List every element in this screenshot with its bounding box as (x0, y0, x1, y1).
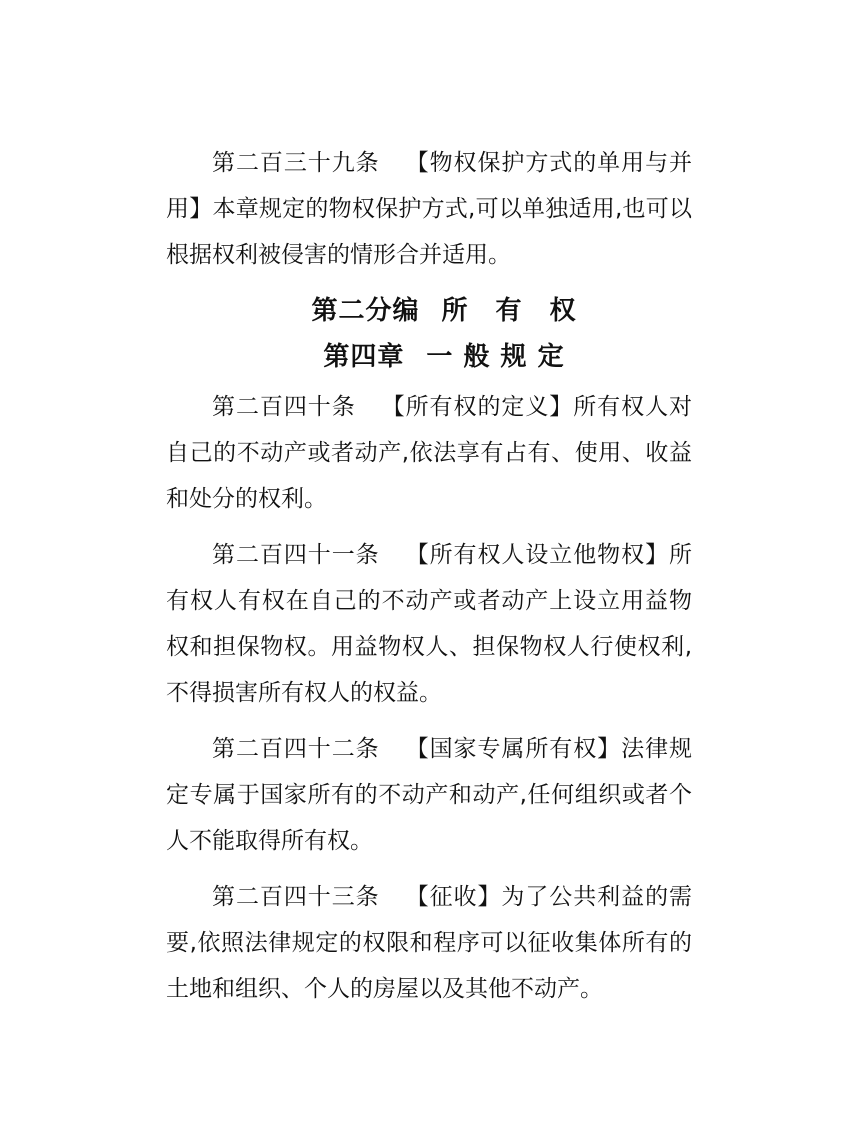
part-heading (166, 288, 692, 334)
part-title: 所 有 权 (441, 296, 577, 326)
article-number: 第二百四十一条 (212, 542, 380, 568)
article-text: 所有权人有权在自己的不动产或者动产上设立用益物权和担保物权。用益物权人、担保物权人行使权利,不得损害所有权人的权益。 (166, 542, 693, 706)
article-239 (166, 140, 692, 278)
article-number: 第二百四十条 (212, 394, 356, 420)
chapter-title: 一 般 规 定 (426, 342, 565, 372)
article-title: 【所有权人设立他物权】 (405, 542, 670, 568)
article-title: 【国家专属所有权】 (405, 736, 622, 762)
article-241 (166, 532, 692, 716)
part-label: 第二分编 (311, 296, 420, 326)
article-text: 所有权人对自己的不动产或者动产,依法享有占有、使用、收益和处分的权利。 (166, 394, 693, 512)
article-title: 【物权保护方式的单用与并用】 (166, 150, 693, 222)
article-243 (166, 874, 692, 1012)
article-number: 第二百三十九条 (212, 150, 380, 176)
article-text: 本章规定的物权保护方式,可以单独适用,也可以根据权利被侵害的情形合并适用。 (166, 196, 692, 268)
article-240 (166, 384, 692, 522)
article-242 (166, 726, 692, 864)
document-page (166, 140, 692, 1022)
article-number: 第二百四十三条 (212, 884, 380, 910)
article-number: 第二百四十二条 (212, 736, 380, 762)
chapter-heading (166, 334, 692, 380)
article-title: 【征收】 (405, 884, 502, 910)
chapter-label: 第四章 (323, 342, 405, 372)
article-title: 【所有权的定义】 (381, 394, 574, 420)
article-text: 法律规定专属于国家所有的不动产和动产,任何组织或者个人不能取得所有权。 (166, 736, 693, 854)
article-text: 为了公共利益的需要,依照法律规定的权限和程序可以征收集体所有的土地和组织、个人的房屋以及其他不动产。 (166, 884, 693, 1002)
